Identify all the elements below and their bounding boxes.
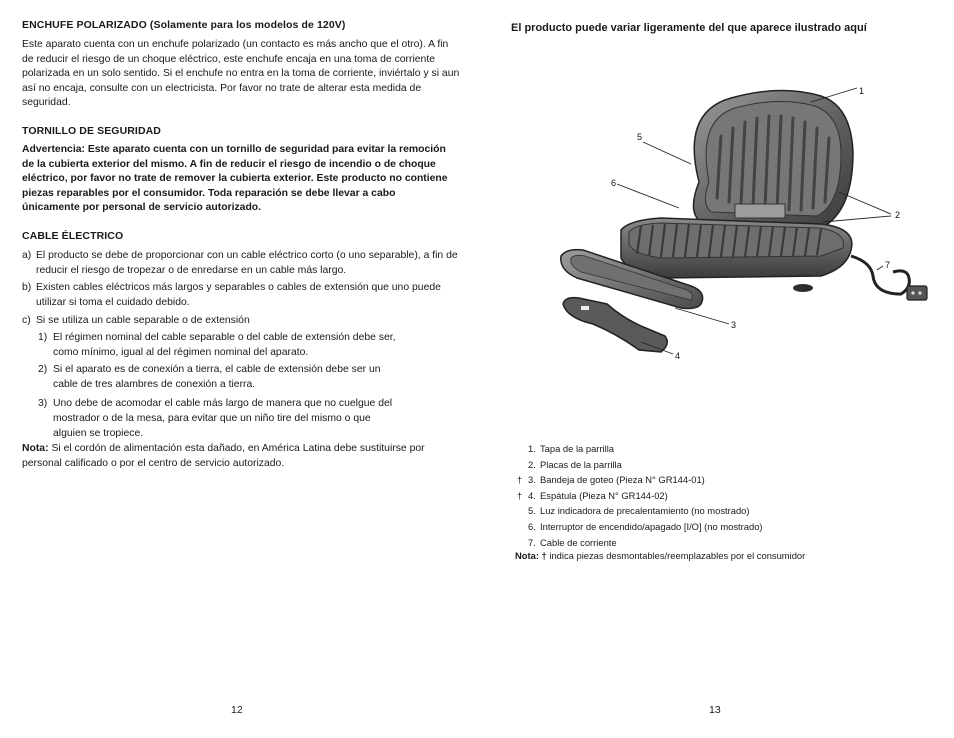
page-number-left: 12	[231, 704, 243, 716]
right-page	[477, 0, 954, 738]
cable-item-marker: a)	[22, 250, 32, 261]
cable-item-text: Existen cables eléctricos más largos y separables o cables de extensión que uno puede utilizar si toma el cuidado debido.	[36, 282, 441, 308]
callout-6: 6	[611, 178, 617, 188]
callout-3: 3	[731, 320, 737, 330]
callout-4: 4	[675, 351, 681, 361]
part-number: 3.	[528, 474, 536, 486]
parts-note-text: indica piezas desmontables/reemplazables por el consumidor	[546, 550, 806, 561]
part-label: Bandeja de goteo (Pieza N° GR144-01)	[540, 474, 705, 486]
part-number: 1.	[528, 443, 536, 454]
tornillo-title: TORNILLO DE SEGURIDAD	[22, 125, 161, 137]
part-label: Interruptor de encendido/apagado [I/O] (no mostrado)	[540, 520, 763, 532]
cable-item-marker: c)	[22, 315, 31, 326]
part-number: 7.	[528, 536, 536, 548]
callout-5: 5	[637, 132, 643, 142]
parts-note	[515, 550, 805, 561]
part-number: 5.	[528, 505, 536, 517]
cable-note	[22, 442, 450, 471]
cable-note-text: Si el cordón de alimentación esta dañado, en América Latina debe sustituirse por personal calificado o por el centro de servicio autorizado.	[22, 443, 425, 469]
grill-illustration	[521, 72, 954, 382]
part-label: Espátula (Pieza N° GR144-02)	[540, 489, 668, 501]
cable-subitem-text: Si el aparato es de conexión a tierra, el cable de extensión debe ser un cable de tres alambres de conexión a tierra.	[53, 364, 381, 390]
part-label: Placas de la parrilla	[540, 458, 622, 470]
callout-2: 2	[895, 210, 901, 220]
cable-subitem-marker: 2)	[38, 364, 48, 375]
cable-item-text: Si se utiliza un cable separable o de extensión	[36, 315, 250, 326]
cable-subitem-text: El régimen nominal del cable separable o del cable de extensión debe ser, como mínimo, igual al del régimen nominal del aparato.	[53, 332, 396, 358]
cable-subitem-marker: 1)	[38, 332, 48, 343]
page-number-right: 13	[709, 704, 721, 716]
enchufe-title: ENCHUFE POLARIZADO	[22, 19, 147, 31]
cable-item-marker: b)	[22, 282, 32, 293]
cable-title: CABLE ÉLECTRICO	[22, 230, 124, 242]
callout-7: 7	[885, 260, 891, 270]
callout-1: 1	[859, 86, 865, 96]
enchufe-subtitle: (Solamente para los modelos de 120V)	[149, 19, 346, 31]
part-label: Luz indicadora de precalentamiento (no mostrado)	[540, 505, 750, 517]
spatula	[563, 298, 667, 352]
tornillo-text: Advertencia: Este aparato cuenta con un tornillo de seguridad para evitar la remoción de la cubierta exterior del mismo. A fin de reducir el riesgo de incendio o de choque eléctrico, por favor no trate de remover la cubierta exterior. Este producto no contiene piezas reparables por el consumidor. Toda reparación se debe llevar a cabo únicamente por personal de servicio autorizado.	[22, 144, 448, 214]
cable-subitem-text: Uno debe de acomodar el cable más largo de manera que no cuelgue del mostrador o de la mesa, para evitar que un niño tire del mismo o que alguien se tropiece.	[53, 398, 393, 439]
part-number: 2.	[528, 458, 536, 470]
enchufe-text: Este aparato cuenta con un enchufe polarizado (un contacto es más ancho que el otro). A fin de reducir el riesgo de un choque eléctrico, este enchufe encaja en una toma de corriente polarizada en un solo sentido. Si el enchufe no entra en la toma de corriente, inviértalo y si aun así no encaja, consulte con un electricista. Por favor no trate de alterar esta medida de seguridad.	[22, 39, 460, 109]
section-title-enchufe	[22, 19, 346, 31]
part-number: 4.	[528, 489, 536, 501]
parts-note-label: Nota: †	[515, 550, 547, 561]
part-dagger: †	[517, 489, 523, 501]
grill-lid	[693, 90, 853, 228]
cable-subitem-marker: 3)	[38, 398, 48, 409]
cable-item-text: El producto se debe de proporcionar con un cable eléctrico corto (o uno separable), a fin de reducir el riesgo de tropezar o de enredarse en un cable más largo.	[36, 250, 458, 276]
cable-note-label: Nota:	[22, 443, 49, 454]
right-page-title: El producto puede variar ligeramente del que aparece ilustrado aquí	[511, 22, 867, 34]
part-number: 6.	[528, 520, 536, 532]
part-label: Tapa de la parrilla	[540, 443, 615, 454]
part-dagger: †	[517, 474, 523, 486]
part-label: Cable de corriente	[540, 536, 617, 548]
